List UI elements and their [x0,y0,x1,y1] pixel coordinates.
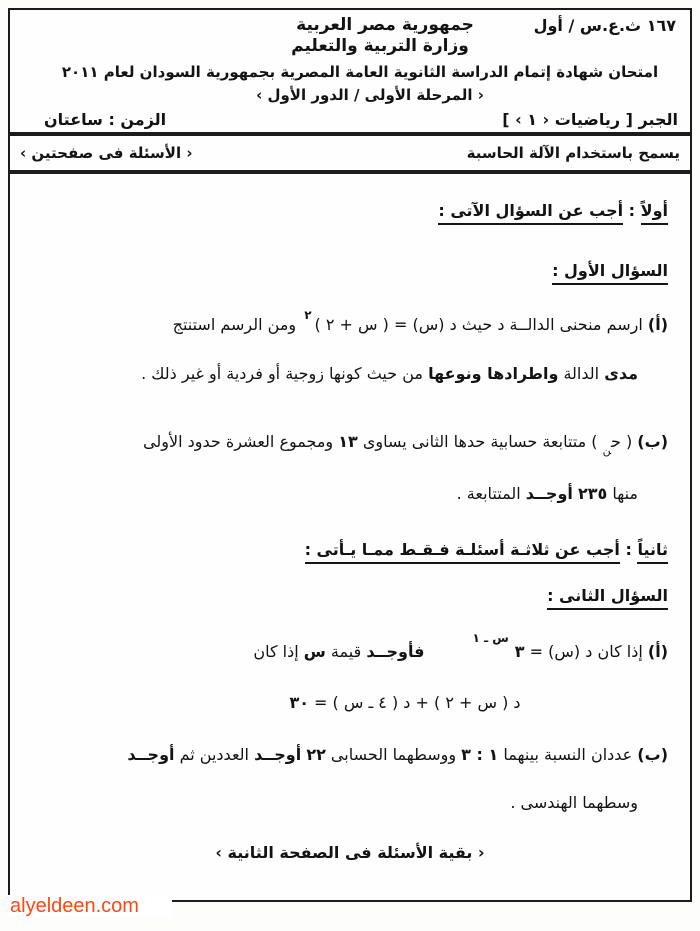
header-box [8,8,692,134]
watermark-site-label: alyeldeen.com [8,895,172,918]
first-section-heading: أولاً : أجب عن السؤال الآتى : [32,200,668,222]
remaining-questions-note: ‹ بقية الأسئلة فى الصفحة الثانية › [215,843,485,862]
header-row-bottom [20,110,680,129]
q2-part-a-line: (أ) إذا كان د (س) = $٣^{س ـ ١}فأوجــد$ قيمة س إذا كان [253,631,668,661]
question-two-title: السؤال الثانى : [32,585,668,607]
header-stage-line: ‹ المرحلة الأولى / الدور الأول › [256,86,484,104]
notes-box [8,134,692,172]
header-ministry: وزارة التربية والتعليم [291,36,469,56]
header-time: الزمن : ساعتان [44,110,167,129]
header-country: جمهورية مصر العربية [296,15,474,35]
header-exam-code: ١٦٧ ث.ع.س / أول [533,16,676,35]
q1-part-b-line2: منها ٢٣٥ أوجــد المتتابعة . [456,484,638,503]
q2-part-a-equation: د ( س + ٢ ) + د ( ٤ ـ س ) = ٣٠ [289,693,521,712]
q1-part-b-line1: (ب) ( ح$_ن$ ) متتابعة حسابية حدها الثانى يساوى ١٣ ومجموع العشرة حدود الأولى [143,432,668,457]
questions-box [8,172,692,902]
calculator-note: يسمح باستخدام الآلة الحاسبة [466,144,680,162]
q2-part-b-line1: (ب) عددان النسبة بينهما ١ : ٣ ووسطهما الحسابى ٢٢ أوجــد العددين ثم أوجــد [127,745,668,764]
header-subject: الجبر [ رياضيات ‹ ١ › ] [502,110,678,129]
q1-part-a-line2: مدى الدالة واطرادها ونوعها من حيث كونها زوجية أو فردية أو غير ذلك . [141,364,638,383]
q1-part-a-line1: (أ) ارسم منحنى الدالــة د حيث د (س) = ( س + ٢ )$^٢$ ومن الرسم استنتج [172,308,668,334]
second-section-heading: ثانياً : أجب عن ثلاثـة أسئلـة فـقـط ممـا يـأتى : [32,539,668,561]
header-exam-title: امتحان شهادة إتمام الدراسة الثانوية العامة المصرية بجمهورية السودان لعام ٢٠١١ [61,63,659,81]
question-one-title: السؤال الأول : [32,260,668,282]
q2-part-b-line2: وسطهما الهندسى . [510,793,638,812]
header-row-top [20,15,680,35]
pages-note: ‹ الأسئلة فى صفحتين › [20,144,193,162]
